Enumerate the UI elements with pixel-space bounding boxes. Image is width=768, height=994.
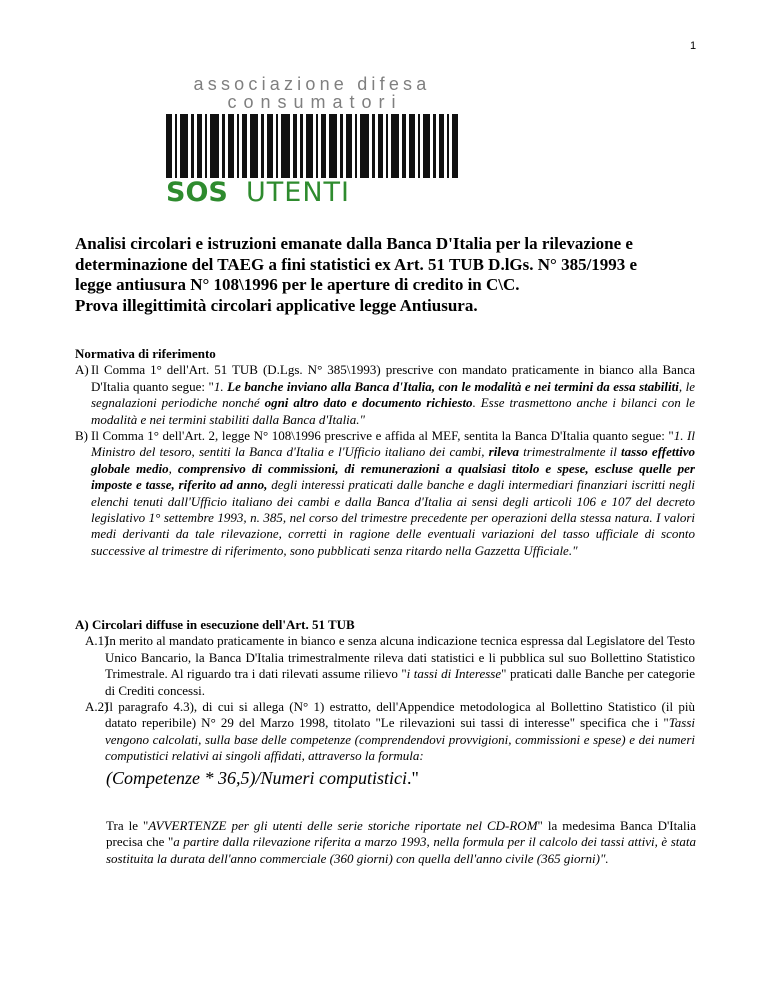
title-line-3: legge antiusura N° 108\1996 per le aperture di credito in C\C. (75, 275, 520, 294)
normativa-heading: Normativa di riferimento (75, 346, 216, 361)
title-line-1: Analisi circolari e istruzioni emanate dalla Banca D'Italia per la rilevazione e (75, 234, 633, 253)
bold-italic-text: comprensivo di commissioni, di remunerazioni a qualsiasi titolo e spese, escluse quelle per imposte e tasse, riferito ad anno, (91, 460, 695, 493)
circolari-item-a1 (75, 633, 695, 699)
italic-text: trimestralmente il (518, 444, 622, 460)
italic-text: 1. (213, 378, 228, 394)
italic-text: AVVERTENZE per gli utenti delle serie storiche riportate nel CD-ROM (148, 818, 538, 833)
formula (106, 768, 419, 789)
italic-text: degli interessi praticati dalle banche e dagli intermediari finanziari iscritti negli elenchi tenuti dall'Ufficio italiano dei cambi e dalla Banca d'Italia ai sensi degli articoli 106 e 107 del decreto legislativo 1° settembre 1993, n. 385, nel corso del trimestre precedente per operazioni della stessa natura. I valori medi derivanti da tale rilevazione, corretti in ragione delle eventuali variazioni del tasso ufficiale di sconto successive al trimestre di riferimento, sono pubblicati senza ritardo nella Gazzetta Ufficiale." (91, 477, 696, 558)
italic-text: 1. Il Ministro del tesoro, sentiti la Banca d'Italia e l'Ufficio italiano dei cambi, (91, 428, 695, 460)
bold-italic-text: rileva (488, 444, 519, 460)
paragraph-text: In merito al mandato praticamente in bianco e senza alcuna indicazione tecnica espressa dal Legislatore del Testo Unico Bancario, la Banca D'Italia trimestralmente rileva dati statistici e li pubblica sul suo Bollettino Statistico Trimestrale. Al riguardo tra i dati rilevati assume rilievo " (105, 633, 695, 682)
italic-text: i tassi di Interesse (406, 666, 502, 682)
barcode-bars (166, 114, 458, 178)
circolari-section (75, 617, 695, 765)
item-label: B) (75, 428, 88, 444)
circolari-heading: A) Circolari diffuse in esecuzione dell'Art. 51 TUB (75, 617, 355, 632)
normativa-item-b (75, 428, 695, 559)
title-line-2: determinazione del TAEG a fini statistici ex Art. 51 TUB D.lGs. N° 385/1993 e (75, 254, 638, 274)
bold-italic-text: tasso effettivo globale medio (91, 444, 695, 476)
paragraph-text: Tra le " (106, 818, 149, 833)
circolari-item-a2 (75, 699, 695, 765)
page-number: 1 (690, 40, 697, 52)
italic-text: a partire dalla rilevazione riferita a marzo 1993, nella formula per il calcolo dei tassi attivi, è stata sostituita la durata dell'anno commerciale (360 giorni) con quella dell'anno civile (365 giorni)". (106, 834, 696, 866)
formula-text: (Competenze * 36,5)/Numeri computistici (106, 768, 407, 788)
paragraph-text: " praticati dalle Banche per categorie di Crediti concessi. (105, 666, 695, 698)
logo-line-1: associazione difesa (193, 74, 431, 94)
italic-text: . Esse trasmettono anche i bilanci con le modalità e nei termini stabiliti dalla Banca d'Italia." (91, 395, 695, 427)
paragraph-text: Il Comma 1° dell'Art. 51 TUB (D.Lgs. N° 385\1993) prescrive con mandato praticamente in bianco alla Banca D'Italia quanto segue: " (91, 362, 695, 394)
italic-text: , le segnalazioni periodiche nonché (91, 378, 695, 411)
title-line-4: Prova illegittimità circolari applicative legge Antiusura. (75, 295, 478, 315)
logo-sos: SOS (166, 177, 228, 204)
italic-text: , (168, 460, 178, 476)
sos-utenti-logo (162, 74, 462, 204)
paragraph-text: " la medesima Banca D'Italia precisa che " (106, 818, 697, 850)
item-label: A.2) (85, 699, 109, 715)
normativa-item-a (75, 362, 695, 428)
item-label: A) (75, 362, 89, 378)
logo-utenti: UTENTI (246, 177, 350, 204)
italic-text: Tassi vengono calcolati, sulla base delle competenze (comprendendovi provvigioni, commissioni e spese) e dei numeri computistici relativi ai singoli affidati, attraverso la formula: (105, 715, 695, 764)
formula-tail: ." (406, 768, 419, 788)
barcode-logo-graphic (162, 74, 462, 204)
bold-italic-text: Le banche inviano alla Banca d'Italia, con le modalità e nei termini da essa stabiliti (227, 378, 679, 394)
normativa-section (75, 346, 695, 559)
item-label: A.1) (85, 633, 109, 649)
logo-line-2: c o n s u m a t o r i (227, 92, 397, 112)
paragraph-text: Il Comma 1° dell'Art. 2, legge N° 108\1996 prescrive e affida al MEF, sentita la Banca D'Italia quanto segue: " (91, 428, 674, 444)
bold-italic-text: ogni altro dato e documento richiesto (264, 395, 473, 411)
avvertenze-paragraph (106, 818, 696, 867)
paragraph-text: Il paragrafo 4.3), di cui si allega (N° 1) estratto, dell'Appendice metodologica al Bollettino Statistico (il più datato reperibile) N° 29 del Marzo 1998, titolato "Le rilevazioni sui tassi di interesse" specifica che i " (105, 699, 695, 731)
document-title (75, 234, 695, 316)
